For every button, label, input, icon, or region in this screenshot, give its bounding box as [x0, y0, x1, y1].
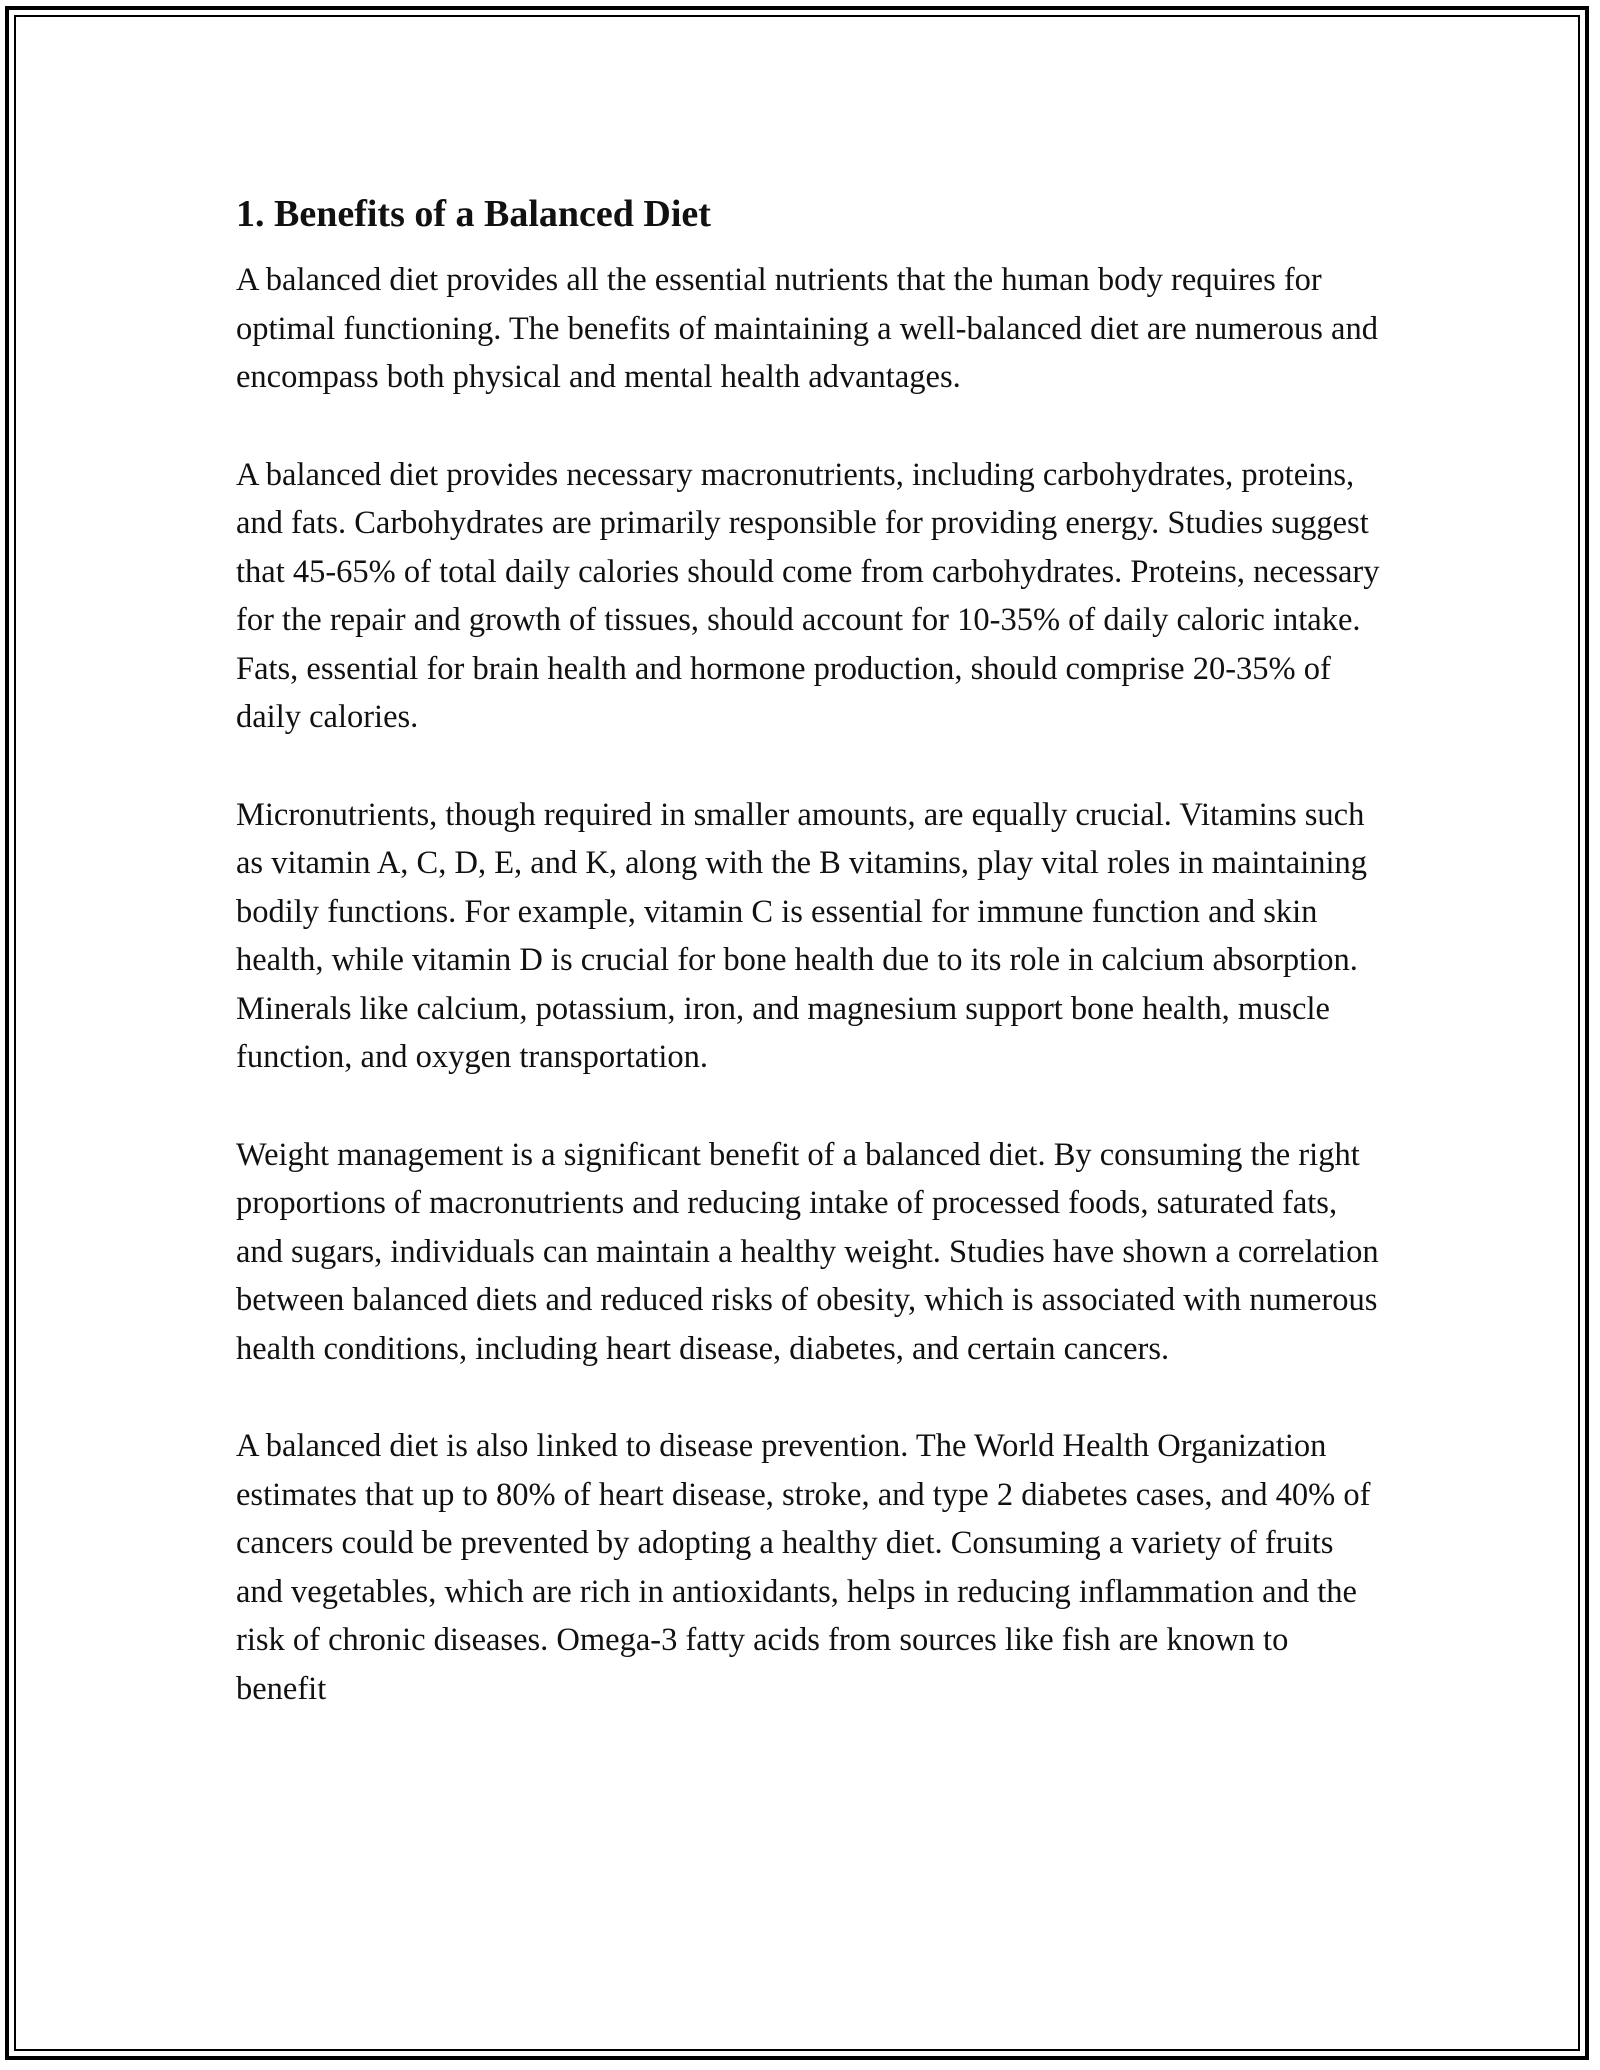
- paragraph-disease-prevention: A balanced diet is also linked to disease prevention. The World Health Organization estimates that up to 80% of heart disease, stroke, and type 2 diabetes cases, and 40% of cancers could be prevented by adopting a healthy diet. Consuming a variety of fruits and vegetables, which are rich in antioxidants, helps in reducing inflammation and the risk of chronic diseases. Omega-3 fatty acids from sources like fish are known to benefit: [236, 1428, 1371, 1707]
- paragraph-macronutrients: A balanced diet provides necessary macronutrients, including carbohydrates, proteins, and fats. Carbohydrates are primarily responsible for providing energy. Studies suggest that 45-65% of total daily calories should come from carbohydrates. Proteins, necessary for the repair and growth of tissues, should account for 10-35% of daily caloric intake. Fats, essential for brain health and hormone production, should comprise 20-35% of daily calories.: [236, 456, 1380, 735]
- section-heading: 1. Benefits of a Balanced Diet: [236, 193, 711, 235]
- document-body: [236, 186, 1381, 1762]
- paragraph-weight-management: Weight management is a significant benefit of a balanced diet. By consuming the right proportions of macronutrients and reducing intake of processed foods, saturated fats, and sugars, individuals can maintain a healthy weight. Studies have shown a correlation between balanced diets and reduced risks of obesity, which is associated with numerous health conditions, including heart disease, diabetes, and certain cancers.: [236, 1136, 1379, 1367]
- paragraph-micronutrients: Micronutrients, though required in smaller amounts, are equally crucial. Vitamins such as vitamin A, C, D, E, and K, along with the B vitamins, play vital roles in maintaining bodily functions. For example, vitamin C is essential for immune function and skin health, while vitamin D is crucial for bone health due to its role in calcium absorption. Minerals like calcium, potassium, iron, and magnesium support bone health, muscle function, and oxygen transportation.: [236, 796, 1368, 1075]
- paragraph-intro: A balanced diet provides all the essential nutrients that the human body requires for optimal functioning. The benefits of maintaining a well-balanced diet are numerous and encompass both physical and mental health advantages.: [236, 262, 1378, 395]
